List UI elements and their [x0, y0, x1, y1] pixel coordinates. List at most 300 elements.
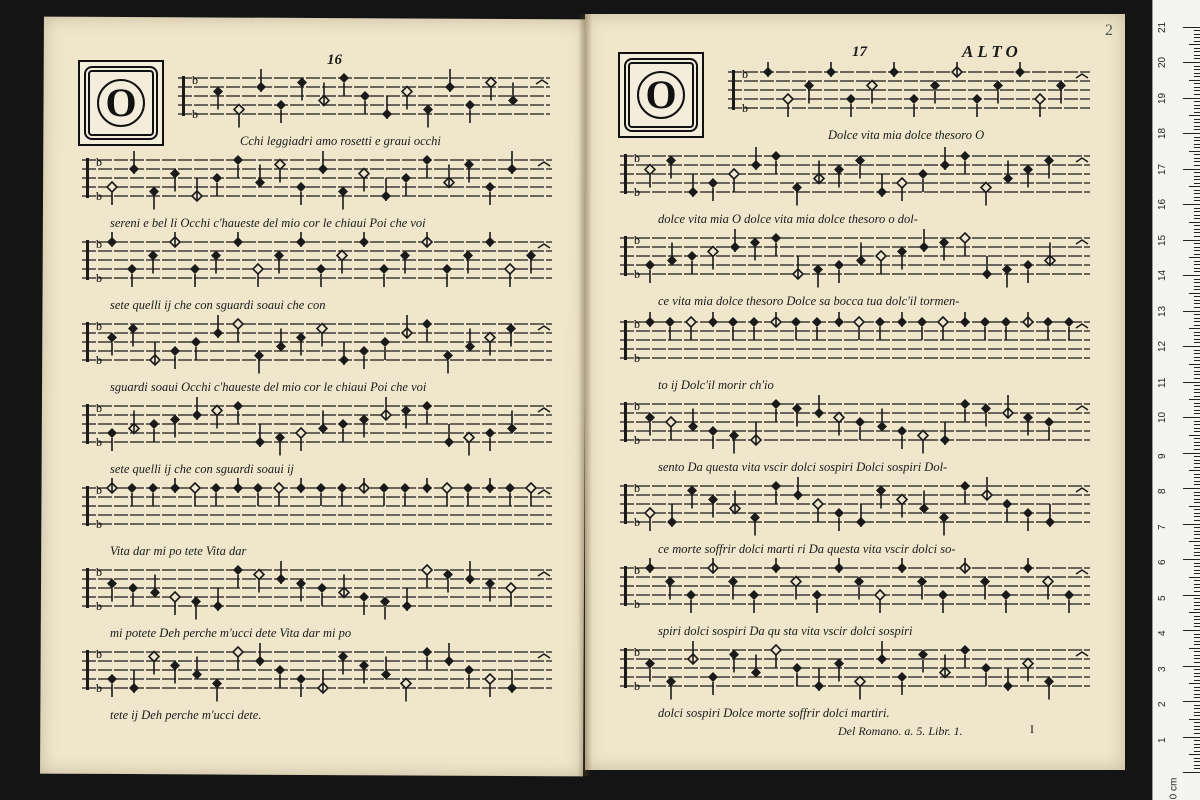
music-note	[212, 406, 222, 429]
music-note	[1064, 590, 1074, 613]
music-note	[791, 317, 801, 340]
music-note	[233, 401, 243, 424]
music-note	[233, 565, 243, 588]
decorated-initial-right	[618, 52, 704, 138]
music-note	[360, 91, 370, 114]
music-note	[855, 156, 865, 179]
ruler-label: 5	[1157, 594, 1168, 601]
music-staff	[620, 640, 1090, 700]
music-note	[444, 424, 454, 447]
music-note	[233, 647, 243, 670]
music-note	[856, 504, 866, 527]
music-note	[834, 558, 844, 573]
music-note	[401, 679, 411, 702]
signature-mark: I	[1030, 722, 1034, 736]
music-note	[337, 251, 347, 274]
music-note	[909, 94, 919, 117]
music-note	[233, 232, 243, 247]
music-note	[666, 417, 676, 440]
music-note	[423, 105, 433, 128]
music-note	[834, 659, 844, 682]
lyric-line: sguardi soaui Occhi c'haueste del mio cor le chiaui Poi che voi	[110, 380, 427, 394]
music-note	[255, 165, 265, 188]
music-note	[253, 483, 263, 506]
music-note	[382, 96, 392, 119]
svg-text:b: b	[192, 107, 198, 121]
svg-text:b: b	[634, 351, 640, 365]
music-note	[337, 483, 347, 506]
music-note	[897, 495, 907, 518]
music-note	[897, 672, 907, 695]
music-note	[919, 229, 929, 252]
music-note	[972, 94, 982, 117]
music-note	[507, 151, 517, 174]
music-note	[485, 182, 495, 205]
music-note	[149, 652, 159, 675]
music-note	[686, 590, 696, 613]
music-note	[665, 577, 675, 600]
music-note	[708, 558, 718, 573]
music-note	[1023, 413, 1033, 436]
music-note	[190, 483, 200, 506]
music-note	[750, 513, 760, 536]
music-note	[952, 62, 962, 77]
music-note	[381, 657, 391, 680]
svg-text:b: b	[96, 681, 102, 695]
music-note	[1023, 508, 1033, 531]
music-note	[464, 160, 474, 183]
music-note	[877, 409, 887, 432]
music-note	[645, 260, 655, 283]
svg-text:b: b	[96, 353, 102, 367]
music-note	[339, 73, 349, 96]
music-note	[276, 329, 286, 352]
music-note	[317, 324, 327, 347]
music-note	[150, 575, 160, 598]
music-note	[107, 579, 117, 602]
music-note	[889, 62, 899, 77]
svg-text:b: b	[742, 67, 748, 81]
music-note	[771, 481, 781, 504]
music-note	[834, 508, 844, 531]
music-note	[897, 247, 907, 270]
ruler-label: 2	[1157, 701, 1168, 707]
music-note	[729, 431, 739, 454]
music-note	[380, 597, 390, 620]
music-note	[897, 558, 907, 573]
lyric-line: spiri dolci sospiri Da qu sta vita vscir dolci sospiri	[658, 624, 913, 638]
music-note	[846, 94, 856, 117]
music-note	[771, 399, 781, 422]
svg-text:b: b	[96, 319, 102, 333]
music-note	[939, 238, 949, 261]
music-note	[814, 668, 824, 691]
music-note	[728, 317, 738, 340]
ruler-label: 9	[1157, 452, 1168, 459]
music-note	[129, 670, 139, 693]
svg-text:b: b	[96, 237, 102, 251]
music-note	[960, 312, 970, 327]
music-staff	[728, 62, 1090, 122]
music-note	[1002, 265, 1012, 288]
music-note	[444, 165, 454, 188]
svg-text:b: b	[634, 317, 640, 331]
music-note	[445, 69, 455, 92]
music-note	[938, 317, 948, 340]
music-note	[876, 251, 886, 274]
music-note	[463, 483, 473, 506]
corner-mark: 2	[1105, 22, 1113, 39]
music-note	[506, 324, 516, 347]
music-note	[960, 151, 970, 174]
music-note	[897, 312, 907, 327]
music-note	[505, 483, 515, 506]
voice-part-title: ALTO	[962, 42, 1022, 61]
music-note	[316, 483, 326, 506]
ruler-label: 4	[1157, 630, 1168, 636]
svg-text:b: b	[634, 515, 640, 529]
svg-text:b: b	[742, 101, 748, 115]
music-note	[296, 232, 306, 247]
music-staff	[178, 68, 550, 128]
music-note	[1023, 260, 1033, 283]
ruler-label: 16	[1157, 198, 1168, 210]
initial-letter: O	[637, 71, 685, 119]
music-note	[192, 397, 202, 420]
music-note	[256, 69, 266, 92]
music-note	[149, 187, 159, 210]
svg-text:b: b	[96, 435, 102, 449]
music-note	[296, 579, 306, 602]
music-note	[940, 655, 950, 678]
music-note	[422, 319, 432, 342]
svg-text:b: b	[96, 565, 102, 579]
music-note	[296, 674, 306, 697]
svg-text:b: b	[634, 597, 640, 611]
music-note	[107, 478, 117, 493]
measurement-ruler	[1152, 0, 1200, 800]
music-note	[505, 264, 515, 287]
music-note	[1023, 165, 1033, 188]
ruler-label: 19	[1157, 92, 1168, 104]
lyric-line: Cchi leggiadri amo rosetti e graui occhi	[240, 134, 441, 148]
music-note	[318, 151, 328, 174]
music-note	[1044, 677, 1054, 700]
music-note	[170, 232, 180, 247]
music-note	[170, 415, 180, 438]
music-note	[465, 561, 475, 584]
music-note	[982, 477, 992, 500]
music-note	[645, 312, 655, 327]
ruler-label: 14	[1157, 269, 1168, 281]
music-note	[981, 404, 991, 427]
music-note	[381, 178, 391, 201]
music-note	[379, 264, 389, 287]
ruler-label: 1	[1157, 736, 1168, 743]
music-note	[854, 317, 864, 340]
ruler-label: 11	[1157, 377, 1168, 388]
lyric-line: sento Da questa vita vscir dolci sospiri Dolci sospiri Dol-	[658, 460, 948, 474]
music-note	[729, 650, 739, 673]
left-page-number: 16	[327, 52, 342, 68]
ruler-label: 13	[1157, 305, 1168, 317]
ruler-label: 15	[1157, 234, 1168, 246]
music-note	[107, 333, 117, 356]
music-note	[1044, 156, 1054, 179]
music-staff	[82, 560, 552, 620]
music-note	[960, 399, 970, 422]
music-note	[897, 426, 907, 449]
music-note	[771, 151, 781, 174]
music-staff	[82, 150, 552, 210]
svg-text:b: b	[634, 267, 640, 281]
music-note	[834, 312, 844, 327]
music-note	[826, 62, 836, 77]
right-page-number: 17	[852, 44, 867, 60]
svg-text:b: b	[96, 517, 102, 531]
music-note	[1023, 558, 1033, 573]
music-note	[107, 232, 117, 247]
ruler-unit-label: 0 cm	[1168, 777, 1180, 800]
music-note	[485, 232, 495, 247]
music-note	[960, 645, 970, 668]
music-note	[213, 588, 223, 611]
music-note	[485, 579, 495, 602]
svg-text:b: b	[96, 155, 102, 169]
music-note	[980, 317, 990, 340]
music-note	[918, 650, 928, 673]
music-note	[1015, 62, 1025, 77]
lyric-line: sete quelli ij che con sguardi soaui che con	[110, 298, 326, 312]
music-note	[170, 661, 180, 684]
music-note	[665, 317, 675, 340]
music-note	[464, 433, 474, 456]
music-note	[170, 478, 180, 493]
music-note	[380, 337, 390, 360]
ruler-label: 3	[1157, 665, 1168, 672]
music-note	[486, 78, 496, 101]
music-note	[792, 663, 802, 686]
music-note	[834, 165, 844, 188]
music-note	[763, 62, 773, 77]
music-note	[730, 491, 740, 514]
music-note	[771, 233, 781, 256]
music-note	[1002, 499, 1012, 522]
music-note	[402, 87, 412, 110]
music-note	[463, 251, 473, 274]
music-note	[1003, 161, 1013, 184]
music-note	[465, 329, 475, 352]
music-staff	[82, 232, 552, 292]
music-note	[728, 577, 738, 600]
music-note	[422, 155, 432, 178]
music-staff	[620, 476, 1090, 536]
ruler-label: 20	[1157, 56, 1168, 68]
music-staff	[620, 394, 1090, 454]
music-note	[688, 174, 698, 197]
music-note	[708, 178, 718, 201]
music-note	[170, 346, 180, 369]
music-note	[485, 674, 495, 697]
music-note	[771, 558, 781, 573]
svg-text:b: b	[96, 189, 102, 203]
music-note	[804, 81, 814, 104]
music-note	[274, 483, 284, 506]
music-note	[128, 324, 138, 347]
lyric-line: Vita dar mi po tete Vita dar	[110, 544, 247, 558]
music-note	[319, 83, 329, 106]
music-note	[359, 169, 369, 192]
lyric-line: dolce vita mia O dolce vita mia dolce thesoro o dol-	[658, 212, 918, 226]
music-note	[917, 317, 927, 340]
music-note	[297, 78, 307, 101]
music-staff	[620, 312, 1090, 372]
svg-text:b: b	[96, 401, 102, 415]
music-staff	[82, 396, 552, 456]
music-note	[730, 229, 740, 252]
music-note	[750, 238, 760, 261]
music-note	[812, 317, 822, 340]
music-note	[793, 256, 803, 279]
music-note	[749, 317, 759, 340]
music-note	[814, 161, 824, 184]
music-note	[422, 232, 432, 247]
ruler-label: 18	[1157, 127, 1168, 139]
music-note	[442, 483, 452, 506]
music-note	[255, 424, 265, 447]
music-staff	[82, 478, 552, 538]
music-note	[212, 679, 222, 702]
music-note	[170, 592, 180, 615]
svg-text:b: b	[634, 233, 640, 247]
lyric-line: Dolce vita mia dolce thesoro O	[828, 128, 985, 142]
music-note	[751, 147, 761, 170]
music-note	[981, 663, 991, 686]
music-note	[485, 428, 495, 451]
music-note	[645, 413, 655, 436]
music-note	[1003, 395, 1013, 418]
decorated-initial-left	[78, 60, 164, 146]
lyric-line: ce vita mia dolce thesoro Dolce sa bocca tua dolc'il tormen-	[658, 294, 960, 308]
ruler-label: 12	[1157, 340, 1168, 352]
music-note	[422, 565, 432, 588]
music-note	[317, 583, 327, 606]
music-note	[1023, 312, 1033, 327]
music-note	[485, 333, 495, 356]
music-note	[107, 428, 117, 451]
initial-letter: O	[97, 79, 145, 127]
music-note	[422, 401, 432, 424]
music-note	[667, 504, 677, 527]
music-note	[192, 657, 202, 680]
svg-text:b: b	[192, 73, 198, 87]
music-note	[645, 508, 655, 531]
svg-text:b: b	[634, 399, 640, 413]
music-note	[1001, 590, 1011, 613]
music-note	[276, 561, 286, 584]
music-note	[400, 251, 410, 274]
music-note	[708, 426, 718, 449]
lyric-line: mi potete Deh perche m'ucci dete Vita dar mi po	[110, 626, 352, 640]
music-note	[875, 590, 885, 613]
music-note	[1043, 317, 1053, 340]
music-note	[526, 251, 536, 274]
ruler-label: 7	[1157, 523, 1168, 530]
ruler-label: 10	[1157, 411, 1168, 423]
lyric-line: to ij Dolc'il morir ch'io	[658, 378, 774, 392]
music-note	[422, 478, 432, 493]
music-note	[148, 251, 158, 274]
music-note	[211, 251, 221, 274]
music-note	[939, 513, 949, 536]
music-note	[107, 674, 117, 697]
music-note	[296, 478, 306, 493]
music-note	[170, 169, 180, 192]
music-note	[213, 315, 223, 338]
ruler-label: 8	[1157, 488, 1168, 494]
music-note	[400, 483, 410, 506]
music-note	[783, 94, 793, 117]
music-note	[666, 677, 676, 700]
music-note	[771, 645, 781, 668]
music-note	[1043, 577, 1053, 600]
svg-text:b: b	[96, 599, 102, 613]
music-note	[667, 243, 677, 266]
music-note	[316, 264, 326, 287]
music-note	[192, 178, 202, 201]
music-note	[940, 422, 950, 445]
svg-text:b: b	[96, 271, 102, 285]
music-note	[645, 558, 655, 573]
music-note	[834, 413, 844, 436]
svg-text:b: b	[634, 645, 640, 659]
music-note	[149, 419, 159, 442]
music-note	[275, 665, 285, 688]
music-note	[129, 151, 139, 174]
music-note	[338, 419, 348, 442]
music-note	[150, 342, 160, 365]
music-note	[793, 477, 803, 500]
music-note	[253, 264, 263, 287]
svg-text:b: b	[634, 151, 640, 165]
music-note	[792, 404, 802, 427]
music-note	[938, 590, 948, 613]
svg-text:b: b	[634, 563, 640, 577]
music-note	[233, 319, 243, 342]
music-note	[813, 265, 823, 288]
music-note	[233, 478, 243, 493]
music-note	[381, 397, 391, 420]
lyric-line: sete quelli ij che con sguardi soaui ij	[110, 462, 294, 476]
lyric-line: tete ij Deh perche m'ucci dete.	[110, 708, 262, 722]
music-note	[791, 577, 801, 600]
music-note	[645, 165, 655, 188]
music-note	[402, 315, 412, 338]
music-note	[930, 81, 940, 104]
music-staff	[620, 146, 1090, 206]
music-note	[688, 641, 698, 664]
book-gutter	[578, 14, 592, 776]
music-note	[507, 411, 517, 434]
music-note	[148, 483, 158, 506]
music-note	[191, 337, 201, 360]
music-note	[1044, 417, 1054, 440]
music-staff	[82, 642, 552, 702]
music-note	[485, 478, 495, 493]
music-note	[359, 478, 369, 493]
music-note	[213, 87, 223, 110]
music-note	[107, 182, 117, 205]
